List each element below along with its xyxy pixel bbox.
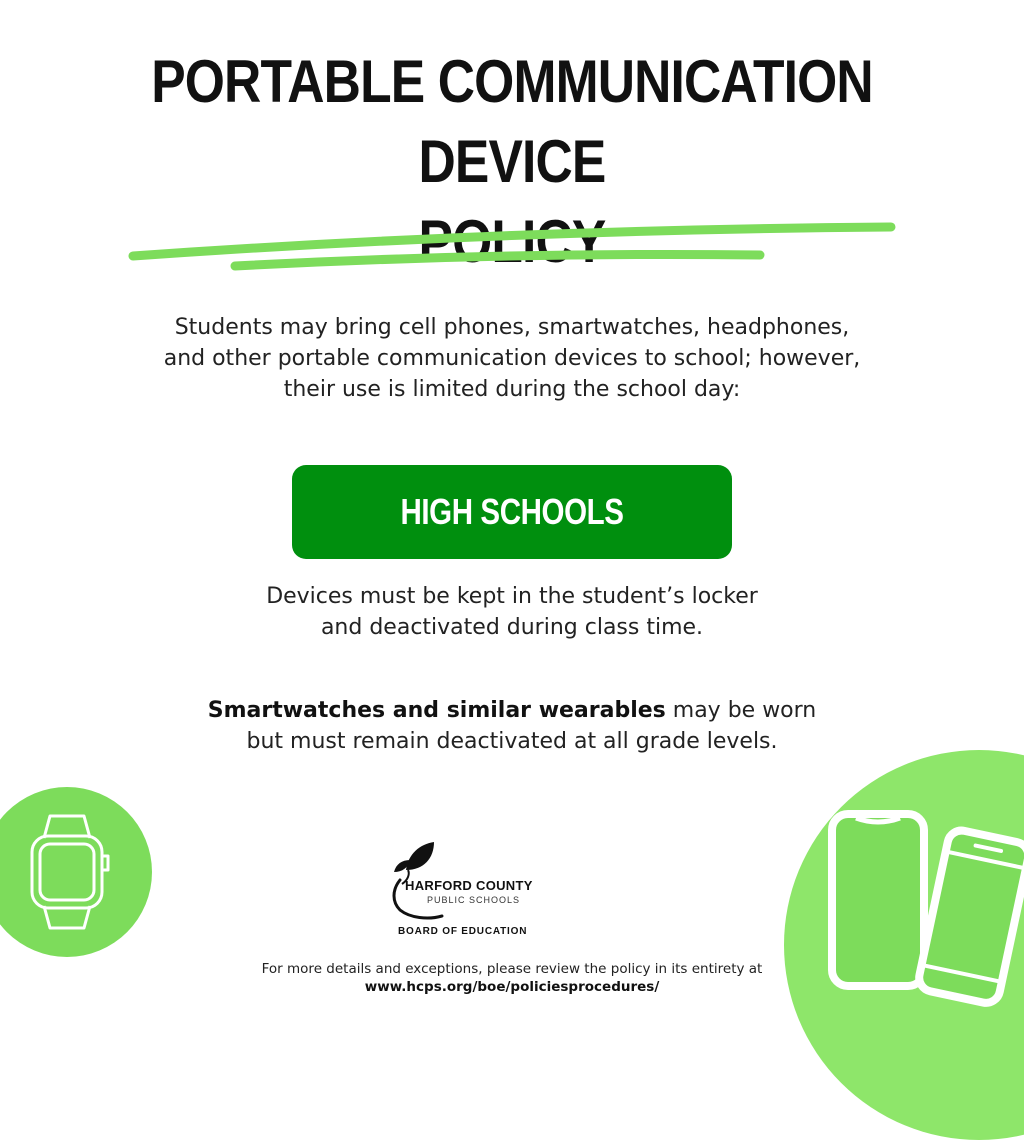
intro-line-3: their use is limited during the school day: bbox=[283, 377, 741, 402]
footer-note: For more details and exceptions, please review the policy in its entirety at bbox=[261, 961, 763, 977]
wearables-line-2: but must remain deactivated at all grade levels. bbox=[246, 729, 778, 754]
logo-text-schools: PUBLIC SCHOOLS bbox=[427, 895, 521, 905]
wearables-rest: may be worn bbox=[665, 698, 817, 723]
title-line-2: POLICY bbox=[418, 208, 606, 275]
smartwatch-icon bbox=[18, 808, 128, 938]
high-schools-banner bbox=[292, 465, 732, 559]
wearables-bold: Smartwatches and similar wearables bbox=[207, 698, 666, 723]
high-schools-label: HIGH SCHOOLS bbox=[400, 491, 624, 532]
high-schools-rule bbox=[160, 581, 864, 643]
rule-line-1: Devices must be kept in the student’s locker bbox=[266, 584, 758, 609]
intro-line-2: and other portable communication devices to school; however, bbox=[163, 346, 861, 371]
logo-text-board: BOARD OF EDUCATION bbox=[398, 926, 528, 937]
title-underline-decoration bbox=[0, 0, 1024, 300]
intro-line-1: Students may bring cell phones, smartwatches, headphones, bbox=[174, 315, 850, 340]
title-line-1: PORTABLE COMMUNICATION DEVICE bbox=[151, 48, 873, 195]
rule-line-2: and deactivated during class time. bbox=[320, 615, 704, 640]
wearables-note bbox=[140, 695, 884, 757]
intro-paragraph bbox=[100, 312, 924, 405]
logo-text-county: HARFORD COUNTY bbox=[405, 878, 533, 893]
policy-link[interactable]: www.hcps.org/boe/policiesprocedures/ bbox=[364, 979, 660, 995]
